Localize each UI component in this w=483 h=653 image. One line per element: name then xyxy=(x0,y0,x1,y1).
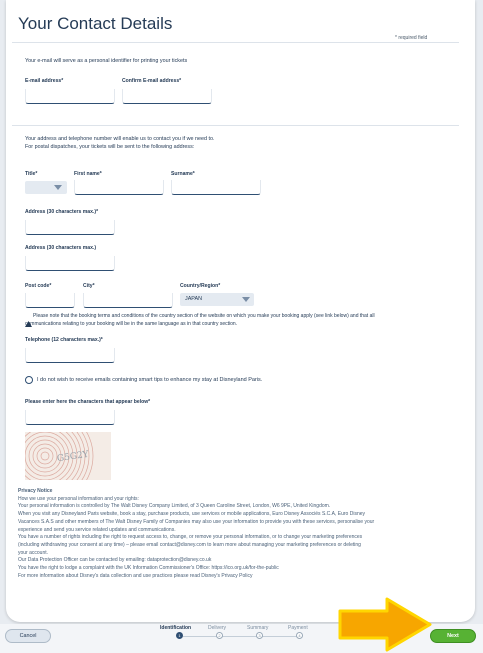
post-code-field[interactable] xyxy=(25,293,75,308)
surname-field[interactable] xyxy=(171,180,261,195)
step-label-payment: Payment xyxy=(288,625,308,631)
email-intro-text: Your e-mail will serve as a personal identifier for printing your tickets xyxy=(25,58,188,64)
city-label: City* xyxy=(83,283,95,289)
privacy-line: (including withdrawing your consent at any time) – please email contact@disney.com to learn more about managing your marketing preferences or deleting xyxy=(18,541,361,548)
privacy-line: When you visit any Disneyland Paris website, book a stay, purchase products, use services or mobile applications, Euro Disney Associés S.C.A, Euro Disney xyxy=(18,511,366,518)
page-title: Your Contact Details xyxy=(18,14,173,33)
email-field[interactable] xyxy=(25,89,115,104)
country-note-line-2: communications relating to your booking will be in the same language as in that country section. xyxy=(25,321,238,327)
first-name-label: First name* xyxy=(74,171,102,177)
privacy-line: Vacances S.A.S and other members of The Walt Disney Family of Companies may also use your information to provide you with these services, personalise your xyxy=(18,518,375,525)
country-note-line-1: Please note that the booking terms and conditions of the country section of the website on which you make your booking apply (see link below) and that all xyxy=(33,313,375,319)
step-dot-summary: 3 xyxy=(256,632,263,639)
next-button[interactable]: Next xyxy=(430,629,476,643)
step-dot-identification: 1 xyxy=(176,632,183,639)
step-dot-payment: 4 xyxy=(296,632,303,639)
step-dot-delivery: 2 xyxy=(216,632,223,639)
confirm-email-label: Confirm E-mail address* xyxy=(122,78,182,84)
step-label-delivery: Delivery xyxy=(208,625,227,631)
step-label-summary: Summary xyxy=(247,625,269,631)
email-label: E-mail address* xyxy=(25,78,64,84)
required-field-note: * required field xyxy=(395,35,428,41)
city-field[interactable] xyxy=(83,293,173,308)
privacy-line: You have the right to lodge a complaint with the UK Information Commissioner's Office: https://ico.org.uk/for-the-public xyxy=(18,565,279,572)
address-line-2-label: Address (30 characters max.) xyxy=(25,245,97,251)
confirm-email-field[interactable] xyxy=(122,89,212,104)
privacy-line: Your personal information is controlled by The Walt Disney Company Limited, of 3 Queen Caroline Street, London, W6 9PE, United Kingdom. xyxy=(18,503,331,510)
telephone-field[interactable] xyxy=(25,348,115,363)
address-line-2-field[interactable] xyxy=(25,256,115,271)
title-label: Title* xyxy=(25,171,38,177)
privacy-heading: Privacy Notice xyxy=(18,488,53,494)
post-code-label: Post code* xyxy=(25,283,52,289)
privacy-line: experience and send you service related updates and communications. xyxy=(18,526,176,533)
address-intro-line-2: For postal dispatches, your tickets will be sent to the following address: xyxy=(25,144,195,150)
privacy-line: Our Data Protection Officer can be contacted by emailing: dataprotection@disney.co.uk xyxy=(18,557,212,564)
divider xyxy=(12,42,459,43)
captcha-image xyxy=(25,432,111,480)
telephone-label: Telephone (12 characters max.)* xyxy=(25,337,103,343)
privacy-line: You have a number of rights including the right to request access to, change, or remove your personal information, or to change your marketing preferences xyxy=(18,534,363,541)
cancel-button[interactable]: Cancel xyxy=(5,629,51,643)
highlight-arrow-icon xyxy=(337,596,433,653)
surname-label: Surname* xyxy=(171,171,195,177)
privacy-line: For more information about Disney's data collection and use practices please read Disney's Privacy Policy xyxy=(18,572,253,579)
divider xyxy=(12,125,459,126)
captcha-label: Please enter here the characters that appear below* xyxy=(25,399,151,405)
captcha-field[interactable] xyxy=(25,410,115,425)
optout-checkbox[interactable] xyxy=(25,376,33,384)
address-line-1-field[interactable] xyxy=(25,220,115,235)
optout-label: I do not wish to receive emails containing smart tips to enhance my stay at Disneyland Paris. xyxy=(37,377,263,383)
privacy-line: How we use your personal information and your rights: xyxy=(18,495,139,502)
address-line-1-label: Address (30 characters max.)* xyxy=(25,209,99,215)
step-label-identification: Identification xyxy=(160,625,192,631)
country-label: Country/Region* xyxy=(180,283,221,289)
country-select[interactable]: JAPAN xyxy=(180,293,254,306)
chevron-down-icon xyxy=(54,185,62,190)
captcha-text: G5G2Y xyxy=(56,449,90,465)
privacy-notice xyxy=(18,488,458,580)
chevron-down-icon xyxy=(242,297,250,302)
address-intro-line-1: Your address and telephone number will enable us to contact you if we need to. xyxy=(25,136,215,142)
progress-line xyxy=(183,636,297,637)
privacy-line: your account. xyxy=(18,549,49,556)
first-name-field[interactable] xyxy=(74,180,164,195)
